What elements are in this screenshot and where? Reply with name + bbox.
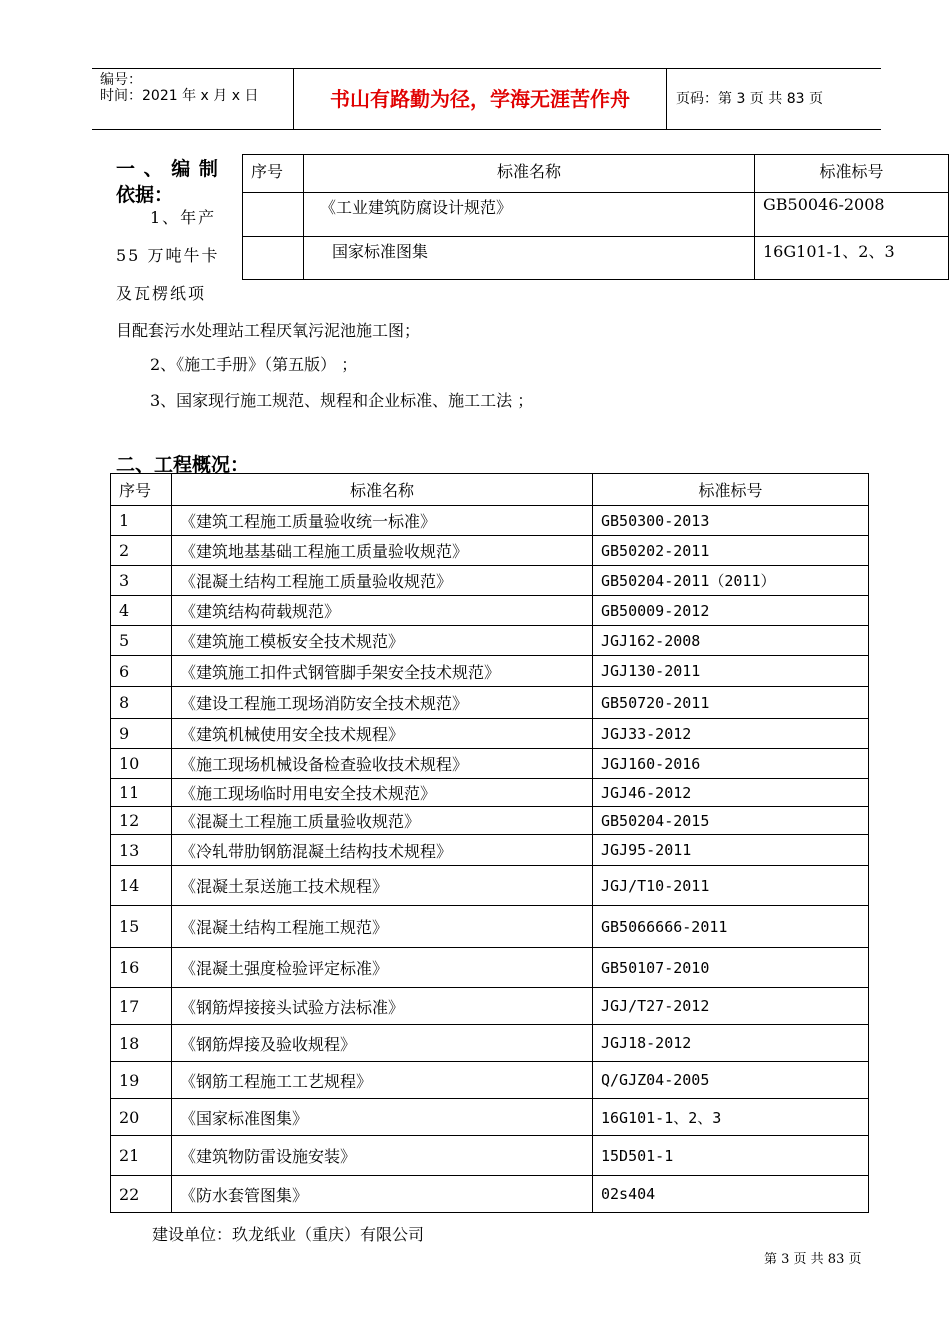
header-cell: 标准名称 (304, 155, 755, 193)
row-number-cell: 21 (111, 1136, 172, 1176)
standard-code-cell: 16G101-1、2、3 (593, 1099, 869, 1136)
row-number-cell: 8 (111, 687, 172, 719)
table-row (111, 566, 869, 596)
row-number-cell: 2 (111, 536, 172, 566)
owner-line: 建设单位：玖龙纸业（重庆）有限公司 (152, 1225, 425, 1244)
standard-code-cell: JGJ33-2012 (593, 719, 869, 749)
standards-table-1 (242, 154, 949, 280)
row-number-cell: 16 (111, 948, 172, 988)
table-header-row (243, 155, 949, 193)
table-body (111, 506, 869, 1213)
standard-code-cell: JGJ162-2008 (593, 626, 869, 656)
section2-heading: 二、工程概况： (116, 454, 250, 476)
section1-text-line: 目配套污水处理站工程厌氧污泥池施工图； (116, 321, 421, 340)
standard-name-cell: 《建筑物防雷设施安装》 (172, 1136, 593, 1176)
row-number-cell: 9 (111, 719, 172, 749)
standard-code-cell: JGJ/T10-2011 (593, 866, 869, 906)
section1-text-line: 及瓦楞纸项 (116, 284, 207, 303)
standard-name-cell: 《建筑施工扣件式钢管脚手架安全技术规范》 (172, 656, 593, 687)
standard-name-cell: 《混凝土强度检验评定标准》 (172, 948, 593, 988)
row-number-cell: 19 (111, 1062, 172, 1099)
table-cell: 16G101-1、2、3 (755, 237, 949, 280)
standard-code-cell: GB5066666-2011 (593, 906, 869, 948)
table-cell: GB50046-2008 (755, 193, 949, 237)
table-row (111, 1099, 869, 1136)
standard-name-cell: 《混凝土结构工程施工质量验收规范》 (172, 566, 593, 596)
section1-text-line: 1、年产 (150, 208, 217, 227)
code-label: 编号： (100, 72, 142, 88)
table-row (111, 1136, 869, 1176)
table-row (111, 835, 869, 866)
standard-code-cell: GB50300-2013 (593, 506, 869, 536)
table-row (111, 656, 869, 687)
section1-item-3: 3、国家现行施工规范、规程和企业标准、施工工法 ； (150, 391, 534, 410)
table-row (243, 193, 949, 237)
header-cell: 标准标号 (593, 474, 869, 506)
table-row (111, 506, 869, 536)
row-number-cell: 1 (111, 506, 172, 536)
section1-heading-cont: 依据： (116, 184, 174, 206)
standard-code-cell: GB50204-2011（2011） (593, 566, 869, 596)
standard-code-cell: Q/GJZ04-2005 (593, 1062, 869, 1099)
standard-name-cell: 《建筑工程施工质量验收统一标准》 (172, 506, 593, 536)
row-number-cell: 14 (111, 866, 172, 906)
table-row (111, 626, 869, 656)
table-row (111, 719, 869, 749)
table-row (243, 237, 949, 280)
standard-code-cell: 02s404 (593, 1176, 869, 1213)
header-divider (666, 69, 667, 129)
header-cell: 序号 (111, 474, 172, 506)
row-number-cell: 15 (111, 906, 172, 948)
table-row (111, 906, 869, 948)
standard-name-cell: 《建筑地基基础工程施工质量验收规范》 (172, 536, 593, 566)
standard-name-cell: 《建筑机械使用安全技术规程》 (172, 719, 593, 749)
standard-name-cell: 《钢筋焊接及验收规程》 (172, 1025, 593, 1062)
standard-code-cell: GB50204-2015 (593, 807, 869, 835)
table-row (111, 948, 869, 988)
standard-name-cell: 《建设工程施工现场消防安全技术规范》 (172, 687, 593, 719)
table-cell: 国家标准图集 (304, 237, 755, 280)
row-number-cell: 22 (111, 1176, 172, 1213)
section1-text-line: 55 万吨牛卡 (116, 246, 220, 265)
table-row (111, 687, 869, 719)
standard-name-cell: 《建筑结构荷载规范》 (172, 596, 593, 626)
table-row (111, 536, 869, 566)
standard-name-cell: 《国家标准图集》 (172, 1099, 593, 1136)
row-number-cell: 3 (111, 566, 172, 596)
standard-code-cell: GB50202-2011 (593, 536, 869, 566)
table-row (111, 596, 869, 626)
standard-name-cell: 《建筑施工模板安全技术规范》 (172, 626, 593, 656)
standard-code-cell: JGJ130-2011 (593, 656, 869, 687)
section1-heading: 一 、 编 制 (116, 158, 219, 180)
standard-code-cell: JGJ160-2016 (593, 749, 869, 779)
standard-name-cell: 《防水套管图集》 (172, 1176, 593, 1213)
row-number-cell: 17 (111, 988, 172, 1025)
standard-code-cell: GB50107-2010 (593, 948, 869, 988)
table-cell (243, 193, 304, 237)
standard-code-cell: JGJ95-2011 (593, 835, 869, 866)
header-cell: 标准名称 (172, 474, 593, 506)
time-label: 时间：2021 年 x 月 x 日 (100, 88, 259, 104)
row-number-cell: 12 (111, 807, 172, 835)
table-row (111, 1062, 869, 1099)
standard-name-cell: 《钢筋工程施工工艺规程》 (172, 1062, 593, 1099)
standard-code-cell: JGJ46-2012 (593, 779, 869, 807)
footer-page-number: 第 3 页 共 83 页 (764, 1252, 862, 1267)
table-cell (243, 237, 304, 280)
standard-code-cell: JGJ/T27-2012 (593, 988, 869, 1025)
standard-name-cell: 《混凝土结构工程施工规范》 (172, 906, 593, 948)
standard-name-cell: 《钢筋焊接接头试验方法标准》 (172, 988, 593, 1025)
header-cell: 序号 (243, 155, 304, 193)
row-number-cell: 18 (111, 1025, 172, 1062)
standards-table-2 (110, 473, 869, 1213)
header-motto: 书山有路勤为径，学海无涯苦作舟 (330, 87, 630, 111)
page-header (92, 68, 881, 130)
standard-code-cell: JGJ18-2012 (593, 1025, 869, 1062)
row-number-cell: 6 (111, 656, 172, 687)
standard-name-cell: 《混凝土泵送施工技术规程》 (172, 866, 593, 906)
table-header-row (111, 474, 869, 506)
row-number-cell: 5 (111, 626, 172, 656)
table-row (111, 779, 869, 807)
standard-code-cell: 15D501-1 (593, 1136, 869, 1176)
row-number-cell: 4 (111, 596, 172, 626)
table-row (111, 866, 869, 906)
table-row (111, 807, 869, 835)
standard-code-cell: GB50009-2012 (593, 596, 869, 626)
section1-item-2: 2、《施工手册》（第五版） ； (150, 355, 358, 374)
table-cell: 《工业建筑防腐设计规范》 (304, 193, 755, 237)
standard-name-cell: 《冷轧带肋钢筋混凝土结构技术规程》 (172, 835, 593, 866)
table-row (111, 988, 869, 1025)
standard-name-cell: 《混凝土工程施工质量验收规范》 (172, 807, 593, 835)
header-page-label: 页码：第 3 页 共 83 页 (676, 91, 823, 107)
row-number-cell: 10 (111, 749, 172, 779)
standard-name-cell: 《施工现场机械设备检查验收技术规程》 (172, 749, 593, 779)
header-cell: 标准标号 (755, 155, 949, 193)
row-number-cell: 11 (111, 779, 172, 807)
standard-code-cell: GB50720-2011 (593, 687, 869, 719)
header-left (100, 72, 258, 132)
row-number-cell: 13 (111, 835, 172, 866)
table-row (111, 1025, 869, 1062)
standard-name-cell: 《施工现场临时用电安全技术规范》 (172, 779, 593, 807)
table-row (111, 749, 869, 779)
table-row (111, 1176, 869, 1213)
row-number-cell: 20 (111, 1099, 172, 1136)
